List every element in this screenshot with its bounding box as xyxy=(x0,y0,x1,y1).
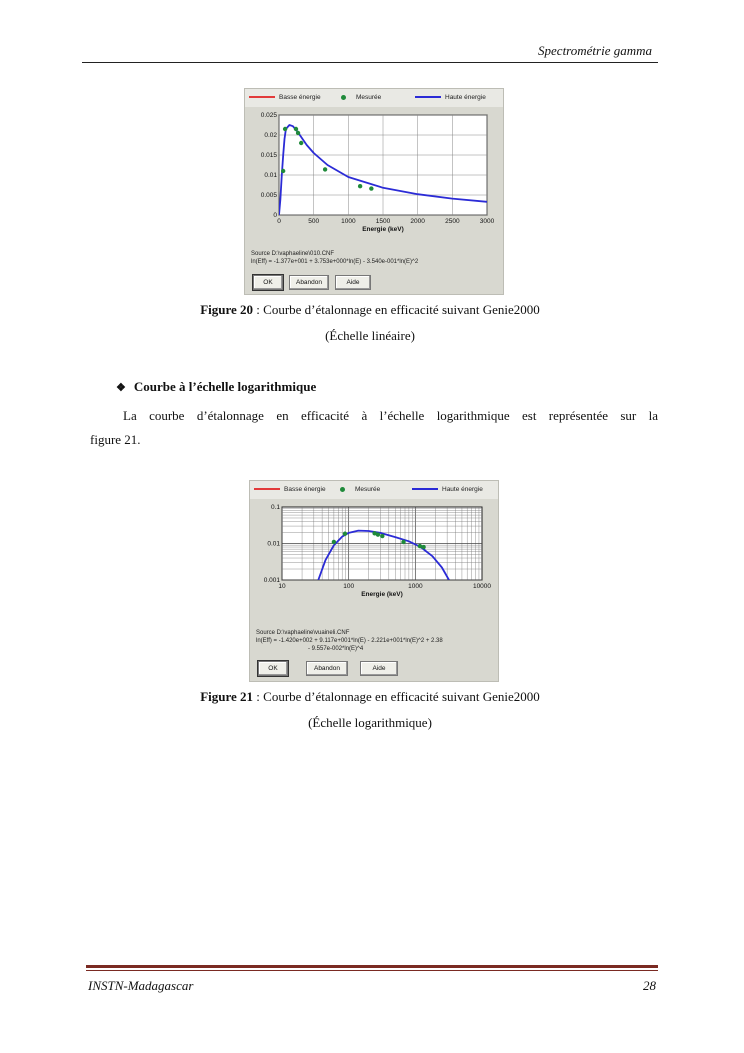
header-rule xyxy=(82,62,658,63)
x-tick-label: 1000 xyxy=(408,583,423,590)
figure-20-caption-sub: (Échelle linéaire) xyxy=(325,328,415,343)
figure-21-screenshot xyxy=(249,480,499,682)
legend-item-measure: Mesurée xyxy=(340,486,380,493)
figure-21-equation-cont: - 9.557e-002*ln(E)^4 xyxy=(308,646,364,652)
y-tick-label: 0.01 xyxy=(267,540,280,548)
x-tick-label: 3000 xyxy=(479,218,495,225)
x-tick-label: 100 xyxy=(343,583,355,590)
aide-button[interactable]: Aide xyxy=(335,275,371,290)
x-axis-label: Energie (keV) xyxy=(362,226,404,233)
figure-20-caption-label: Figure 20 xyxy=(200,302,254,317)
y-tick-label: 0.001 xyxy=(263,577,280,584)
figure-21-equation: ln(Eff) = -1.420e+002 + 9.117e+001*ln(E) - 2.221e+001*ln(E)^2 + 2.38 xyxy=(256,638,443,644)
footer-rule xyxy=(86,965,658,968)
measured-point xyxy=(358,184,362,188)
aide-button[interactable]: Aide xyxy=(360,661,398,676)
measured-point xyxy=(294,127,298,131)
abandon-button[interactable]: Abandon xyxy=(306,661,348,676)
measured-point xyxy=(380,534,384,538)
x-tick-label: 10 xyxy=(278,583,286,590)
page-number: 28 xyxy=(643,978,656,993)
figure-21-source-path: Source D:\vaphaeline\vuaineli.CNF xyxy=(256,630,350,636)
legend-item-low: Basse énergie xyxy=(249,94,321,101)
measured-point xyxy=(281,169,285,173)
paragraph-line-2: figure 21. xyxy=(90,432,141,447)
measured-point xyxy=(421,545,425,549)
x-tick-label: 2000 xyxy=(410,218,425,225)
y-tick-label: 0.005 xyxy=(260,192,277,199)
measured-point xyxy=(369,186,373,190)
measured-point xyxy=(401,540,405,544)
y-tick-label: 0.1 xyxy=(270,504,280,511)
figure-21-caption-sub: (Échelle logarithmique) xyxy=(308,715,432,730)
x-tick-label: 1000 xyxy=(341,218,356,225)
legend-item-low: Basse énergie xyxy=(254,486,326,493)
ok-button[interactable]: OK xyxy=(253,275,283,290)
ok-button[interactable]: OK xyxy=(258,661,288,676)
measured-point xyxy=(283,127,287,131)
x-tick-label: 10000 xyxy=(472,583,492,590)
diamond-bullet-icon: ❖ xyxy=(116,382,126,394)
figure-20-caption xyxy=(82,302,658,318)
measured-point xyxy=(323,167,327,171)
figure-20-chart xyxy=(245,89,503,249)
abandon-button[interactable]: Abandon xyxy=(289,275,329,290)
x-tick-label: 500 xyxy=(308,218,320,225)
legend-item-measure: Mesurée xyxy=(341,94,381,101)
figure-21-caption-text: : Courbe d’étalonnage en efficacité suivant Genie2000 xyxy=(253,689,540,704)
paragraph-line-1: La courbe d’étalonnage en efficacité à l’échelle logarithmique est représentée sur la xyxy=(123,408,658,423)
footer-institution: INSTN-Madagascar xyxy=(88,978,194,993)
figure-20-screenshot xyxy=(244,88,504,295)
x-tick-label: 1500 xyxy=(375,218,391,225)
legend-item-high: Haute énergie xyxy=(415,94,486,101)
measured-point xyxy=(376,532,380,536)
measured-point xyxy=(332,540,336,544)
figure-21-caption xyxy=(82,689,658,705)
y-tick-label: 0.015 xyxy=(260,152,277,159)
figure-20-caption-text: : Courbe d’étalonnage en efficacité suivant Genie2000 xyxy=(253,302,540,317)
figure-20-equation: ln(Eff) = -1.377e+001 + 3.753e+000*ln(E) - 3.540e-001*ln(E)^2 xyxy=(251,259,419,265)
legend-item-high: Haute énergie xyxy=(412,486,483,493)
measured-point xyxy=(299,141,303,145)
section-subheading: ❖ Courbe à l’échelle logarithmique xyxy=(116,379,317,394)
y-tick-label: 0.02 xyxy=(264,132,277,139)
figure-21-caption-label: Figure 21 xyxy=(200,689,254,704)
x-tick-label: 2500 xyxy=(445,218,460,225)
y-tick-label: 0.01 xyxy=(264,172,277,179)
footer-rule-thin xyxy=(86,970,658,971)
measured-point xyxy=(418,544,422,548)
x-tick-label: 0 xyxy=(277,218,281,225)
page-header-title: Spectrométrie gamma xyxy=(538,43,652,58)
measured-point xyxy=(296,131,300,135)
y-tick-label: 0.025 xyxy=(260,112,277,119)
x-axis-label: Energie (keV) xyxy=(361,591,403,598)
figure-20-source-path: Source D:\vaphaeline\010.CNF xyxy=(251,251,335,257)
y-tick-label: 0 xyxy=(273,212,277,219)
figure-21-chart xyxy=(250,481,498,626)
measured-point xyxy=(343,532,347,536)
